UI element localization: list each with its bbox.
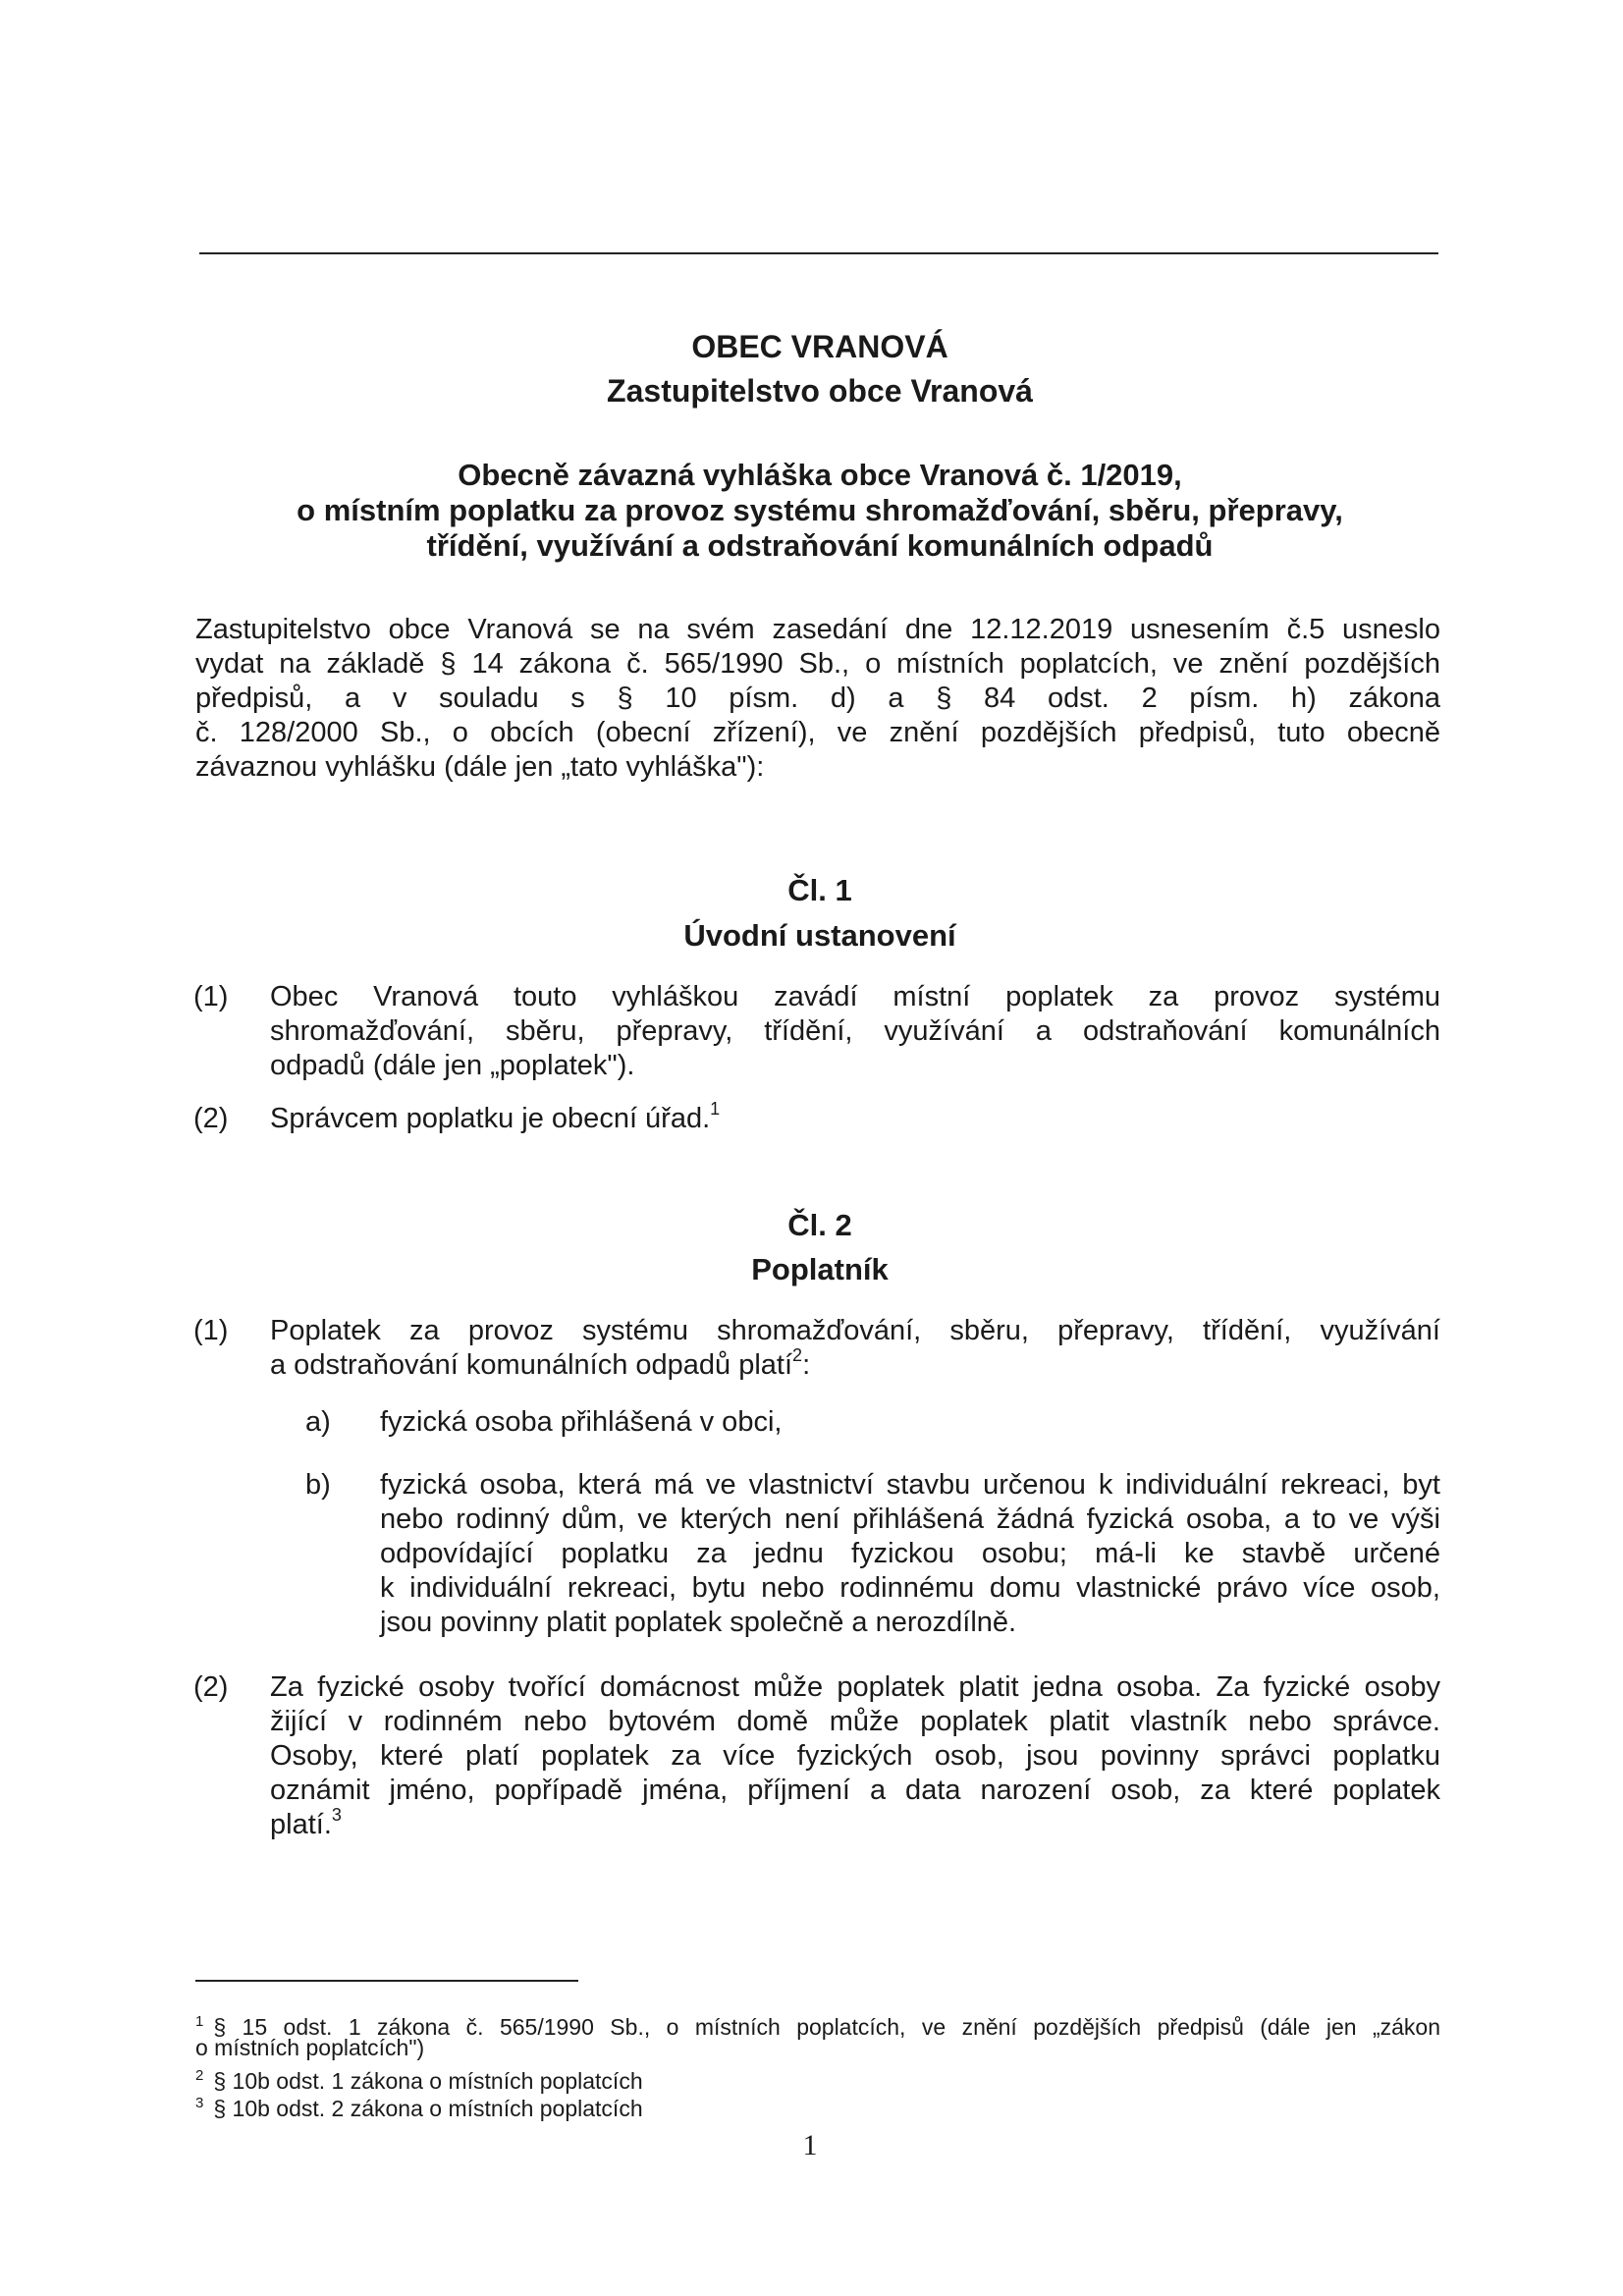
- page-number: 1: [802, 2129, 818, 2161]
- article-1-number: Čl. 1: [787, 873, 852, 907]
- paragraph-number: (1): [193, 1315, 229, 1346]
- intro-line: předpisů, a v souladu s § 10 písm. d) a § 84 odst. 2 písm. h) zákona: [195, 683, 1440, 714]
- paragraph-line: Obec Vranová touto vyhláškou zavádí místní poplatek za provoz systému: [270, 981, 1440, 1012]
- decree-title-line: o místním poplatku za provoz systému shromažďování, sběru, přepravy,: [297, 493, 1343, 527]
- intro-line: závaznou vyhlášku (dále jen „tato vyhláška"):: [195, 751, 765, 783]
- footnote-mark: 2: [195, 2067, 204, 2085]
- item-line: odpovídající poplatku za jednu fyzickou osobu; má-li ke stavbě určené: [380, 1538, 1440, 1569]
- paragraph-line: [270, 1345, 1440, 1383]
- article-1-paragraph-1: [270, 980, 1440, 1083]
- paragraph-text: a odstraňování komunálních odpadů platí: [270, 1349, 793, 1381]
- item-line: nebo rodinný dům, ve kterých není přihlášená žádná fyzická osoba, a to ve výši: [380, 1503, 1440, 1535]
- decree-title-line: třídění, využívání a odstraňování komunálních odpadů: [426, 528, 1214, 563]
- article-1-title: Úvodní ustanovení: [683, 918, 956, 953]
- paragraph-text: :: [802, 1349, 811, 1381]
- footnote-text: § 10b odst. 1 zákona o místních poplatcích: [213, 2068, 643, 2094]
- header-rule: [199, 252, 1438, 254]
- footnote-2: [195, 2067, 1440, 2096]
- paragraph-text: Správcem poplatku je obecní úřad.: [270, 1103, 711, 1134]
- paragraph-number: (2): [193, 1103, 229, 1134]
- footnote-separator: [195, 1980, 578, 1982]
- paragraph-line: Osoby, které platí poplatek za více fyzických osob, jsou povinny správci poplatku: [270, 1740, 1440, 1772]
- paragraph-text: platí.: [270, 1809, 332, 1840]
- intro-paragraph: [195, 613, 1440, 785]
- intro-line: vydat na základě § 14 zákona č. 565/1990 Sb., o místních poplatcích, ve znění pozdějších: [195, 648, 1440, 680]
- article-2-paragraph-1: [270, 1314, 1440, 1383]
- decree-title: [191, 458, 1448, 564]
- item-line: fyzická osoba, která má ve vlastnictví stavbu určenou k individuální rekreaci, byt: [380, 1469, 1440, 1501]
- paragraph-line: oznámit jméno, popřípadě jména, příjmení a data narození osob, za které poplatek: [270, 1775, 1440, 1806]
- paragraph-number: (2): [193, 1671, 229, 1703]
- paragraph-line: Za fyzické osoby tvořící domácnost může poplatek platit jedna osoba. Za fyzické osoby: [270, 1671, 1440, 1703]
- paragraph-line: odpadů (dále jen „poplatek").: [270, 1050, 635, 1081]
- intro-line: č. 128/2000 Sb., o obcích (obecní zřízení), ve znění pozdějších předpisů, tuto obecně: [195, 717, 1440, 748]
- paragraph-line: Poplatek za provoz systému shromažďování, sběru, přepravy, třídění, využívání: [270, 1315, 1440, 1346]
- decree-title-line: Obecně závazná vyhláška obce Vranová č. 1/2019,: [458, 458, 1182, 492]
- article-1-paragraph-2: [270, 1099, 1440, 1136]
- item-letter: a): [305, 1406, 331, 1438]
- council-heading: Zastupitelstvo obce Vranová: [607, 373, 1033, 409]
- item-b-text: [380, 1468, 1440, 1640]
- article-2-paragraph-2: [270, 1670, 1440, 1842]
- item-line: k individuální rekreaci, bytu nebo rodinnému domu vlastnické právo více osob,: [380, 1572, 1440, 1604]
- paragraph-number: (1): [193, 981, 229, 1012]
- item-a-text: fyzická osoba přihlášená v obci,: [380, 1406, 783, 1438]
- article-2-number: Čl. 2: [787, 1208, 852, 1242]
- item-letter: b): [305, 1469, 331, 1501]
- footnote-ref: 3: [331, 1805, 342, 1826]
- article-2-title: Poplatník: [751, 1252, 889, 1286]
- footnote-text: § 10b odst. 2 zákona o místních poplatcích: [213, 2096, 643, 2121]
- paragraph-line: shromažďování, sběru, přepravy, třídění, využívání a odstraňování komunálních: [270, 1015, 1440, 1047]
- footnote-ref: 1: [710, 1099, 721, 1120]
- intro-line: Zastupitelstvo obce Vranová se na svém zasedání dne 12.12.2019 usnesením č.5 usneslo: [195, 614, 1440, 645]
- footnote-ref: 2: [792, 1345, 803, 1366]
- footnote-1: [195, 2013, 1440, 2062]
- footnote-mark: 1: [195, 2013, 204, 2031]
- footnote-text: § 15 odst. 1 zákona č. 565/1990 Sb., o místních poplatcích, ve znění pozdějších předpisů (dále jen „zákon: [213, 2014, 1440, 2040]
- municipality-heading: OBEC VRANOVÁ: [691, 329, 948, 364]
- footnote-3: [195, 2095, 1440, 2123]
- footnote-line: o místních poplatcích"): [195, 2035, 425, 2060]
- paragraph-line: [270, 1805, 1440, 1842]
- footnote-mark: 3: [195, 2095, 204, 2112]
- paragraph-line: žijící v rodinném nebo bytovém domě může poplatek platit vlastník nebo správce.: [270, 1706, 1440, 1737]
- item-line: jsou povinny platit poplatek společně a nerozdílně.: [380, 1607, 1017, 1638]
